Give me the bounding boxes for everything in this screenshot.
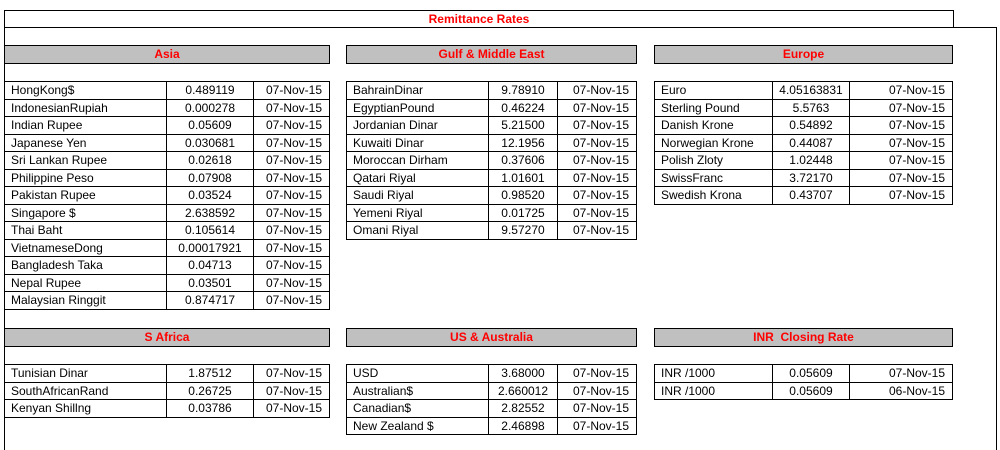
date-cell: 07-Nov-15 <box>558 117 637 135</box>
rate-cell: 0.874717 <box>167 292 254 310</box>
rates-table-inr-closing-rate <box>654 364 953 400</box>
currency-cell: Singapore $ <box>5 205 167 223</box>
currency-cell: Kenyan Shillng <box>5 400 167 418</box>
rate-cell: 0.00017921 <box>167 240 254 258</box>
rate-cell: 0.01725 <box>489 205 558 223</box>
table-row <box>655 383 953 401</box>
currency-cell: Jordanian Dinar <box>347 117 489 135</box>
table-row <box>5 365 330 383</box>
date-cell: 07-Nov-15 <box>850 82 953 100</box>
rate-cell: 3.72170 <box>773 170 850 188</box>
rate-cell: 5.5763 <box>773 100 850 118</box>
currency-cell: Euro <box>655 82 773 100</box>
currency-cell: Danish Krone <box>655 117 773 135</box>
currency-cell: Indian Rupee <box>5 117 167 135</box>
table-row <box>5 257 330 275</box>
table-row <box>347 222 637 240</box>
date-cell: 07-Nov-15 <box>254 400 330 418</box>
section-header-gulf-middle-east: Gulf & Middle East <box>346 45 637 64</box>
currency-cell: SwissFranc <box>655 170 773 188</box>
rate-cell: 0.05609 <box>773 383 850 401</box>
rate-cell: 0.03524 <box>167 187 254 205</box>
date-cell: 07-Nov-15 <box>850 117 953 135</box>
currency-cell: Sri Lankan Rupee <box>5 152 167 170</box>
table-row <box>5 205 330 223</box>
date-cell: 07-Nov-15 <box>558 222 637 240</box>
rate-cell: 2.46898 <box>489 418 558 436</box>
table-row <box>347 418 637 436</box>
currency-cell: Pakistan Rupee <box>5 187 167 205</box>
table-row <box>347 400 637 418</box>
table-row <box>347 365 637 383</box>
date-cell: 07-Nov-15 <box>254 205 330 223</box>
currency-cell: INR /1000 <box>655 365 773 383</box>
table-row <box>5 400 330 418</box>
date-cell: 07-Nov-15 <box>558 365 637 383</box>
rate-cell: 0.05609 <box>167 117 254 135</box>
table-row <box>5 170 330 188</box>
currency-cell: Yemeni Riyal <box>347 205 489 223</box>
date-cell: 07-Nov-15 <box>558 187 637 205</box>
rate-cell: 0.43707 <box>773 187 850 205</box>
date-cell: 07-Nov-15 <box>254 82 330 100</box>
date-cell: 07-Nov-15 <box>558 383 637 401</box>
section-header-inr-closing-rate: INR Closing Rate <box>654 328 953 347</box>
page-title: Remittance Rates <box>4 10 954 28</box>
rates-table-asia <box>4 81 330 310</box>
section-header-s-africa: S Africa <box>4 328 330 347</box>
date-cell: 07-Nov-15 <box>254 100 330 118</box>
date-cell: 07-Nov-15 <box>254 152 330 170</box>
table-row <box>347 100 637 118</box>
table-row <box>655 365 953 383</box>
rate-cell: 0.105614 <box>167 222 254 240</box>
rate-cell: 0.07908 <box>167 170 254 188</box>
table-row <box>655 135 953 153</box>
date-cell: 07-Nov-15 <box>254 187 330 205</box>
currency-cell: INR /1000 <box>655 383 773 401</box>
date-cell: 07-Nov-15 <box>254 275 330 293</box>
date-cell: 07-Nov-15 <box>558 100 637 118</box>
currency-cell: Norwegian Krone <box>655 135 773 153</box>
table-row <box>347 82 637 100</box>
currency-cell: IndonesianRupiah <box>5 100 167 118</box>
currency-cell: EgyptianPound <box>347 100 489 118</box>
date-cell: 07-Nov-15 <box>254 257 330 275</box>
rate-cell: 0.26725 <box>167 383 254 401</box>
date-cell: 07-Nov-15 <box>850 100 953 118</box>
table-row <box>347 170 637 188</box>
table-row <box>5 117 330 135</box>
section-header-europe: Europe <box>654 45 953 64</box>
rate-cell: 1.87512 <box>167 365 254 383</box>
rate-cell: 0.44087 <box>773 135 850 153</box>
table-row <box>655 117 953 135</box>
rate-cell: 0.030681 <box>167 135 254 153</box>
table-row <box>5 187 330 205</box>
date-cell: 07-Nov-15 <box>850 187 953 205</box>
currency-cell: Swedish Krona <box>655 187 773 205</box>
date-cell: 07-Nov-15 <box>558 152 637 170</box>
date-cell: 07-Nov-15 <box>558 82 637 100</box>
currency-cell: BahrainDinar <box>347 82 489 100</box>
date-cell: 07-Nov-15 <box>558 418 637 436</box>
currency-cell: VietnameseDong <box>5 240 167 258</box>
rate-cell: 0.98520 <box>489 187 558 205</box>
date-cell: 07-Nov-15 <box>558 205 637 223</box>
rate-cell: 0.54892 <box>773 117 850 135</box>
table-row <box>655 100 953 118</box>
table-row <box>655 82 953 100</box>
date-cell: 06-Nov-15 <box>850 383 953 401</box>
date-cell: 07-Nov-15 <box>254 240 330 258</box>
date-cell: 07-Nov-15 <box>558 170 637 188</box>
table-row <box>5 152 330 170</box>
date-cell: 07-Nov-15 <box>850 135 953 153</box>
rate-cell: 0.03786 <box>167 400 254 418</box>
date-cell: 07-Nov-15 <box>254 135 330 153</box>
date-cell: 07-Nov-15 <box>254 222 330 240</box>
rate-cell: 0.03501 <box>167 275 254 293</box>
section-header-us-australia: US & Australia <box>346 328 637 347</box>
table-row <box>5 222 330 240</box>
table-row <box>5 292 330 310</box>
currency-cell: Australian$ <box>347 383 489 401</box>
currency-cell: Omani Riyal <box>347 222 489 240</box>
currency-cell: Polish Zloty <box>655 152 773 170</box>
currency-cell: USD <box>347 365 489 383</box>
currency-cell: Thai Baht <box>5 222 167 240</box>
rate-cell: 0.489119 <box>167 82 254 100</box>
table-row <box>347 383 637 401</box>
table-row <box>655 187 953 205</box>
table-row <box>5 383 330 401</box>
date-cell: 07-Nov-15 <box>850 170 953 188</box>
currency-cell: Saudi Riyal <box>347 187 489 205</box>
rate-cell: 0.000278 <box>167 100 254 118</box>
section-header-asia: Asia <box>4 45 330 64</box>
currency-cell: Tunisian Dinar <box>5 365 167 383</box>
rate-cell: 1.01601 <box>489 170 558 188</box>
rates-table-gulf-middle-east <box>346 81 637 240</box>
rate-cell: 9.57270 <box>489 222 558 240</box>
table-row <box>5 240 330 258</box>
currency-cell: Japanese Yen <box>5 135 167 153</box>
rate-cell: 5.21500 <box>489 117 558 135</box>
rate-cell: 2.638592 <box>167 205 254 223</box>
table-row <box>5 100 330 118</box>
date-cell: 07-Nov-15 <box>254 170 330 188</box>
date-cell: 07-Nov-15 <box>254 383 330 401</box>
rates-table-s-africa <box>4 364 330 418</box>
rate-cell: 3.68000 <box>489 365 558 383</box>
currency-cell: Malaysian Ringgit <box>5 292 167 310</box>
table-row <box>347 205 637 223</box>
rates-table-europe <box>654 81 953 205</box>
table-row <box>655 152 953 170</box>
rate-cell: 0.46224 <box>489 100 558 118</box>
table-row <box>347 135 637 153</box>
currency-cell: Sterling Pound <box>655 100 773 118</box>
table-row <box>655 170 953 188</box>
date-cell: 07-Nov-15 <box>254 292 330 310</box>
table-row <box>347 117 637 135</box>
rate-cell: 0.37606 <box>489 152 558 170</box>
currency-cell: Qatari Riyal <box>347 170 489 188</box>
currency-cell: Canadian$ <box>347 400 489 418</box>
currency-cell: Philippine Peso <box>5 170 167 188</box>
rate-cell: 0.04713 <box>167 257 254 275</box>
table-row <box>347 152 637 170</box>
date-cell: 07-Nov-15 <box>254 365 330 383</box>
rates-table-us-australia <box>346 364 637 435</box>
rate-cell: 9.78910 <box>489 82 558 100</box>
rate-cell: 4.05163831 <box>773 82 850 100</box>
currency-cell: Kuwaiti Dinar <box>347 135 489 153</box>
currency-cell: Bangladesh Taka <box>5 257 167 275</box>
rate-cell: 12.1956 <box>489 135 558 153</box>
table-row <box>5 82 330 100</box>
currency-cell: SouthAfricanRand <box>5 383 167 401</box>
table-row <box>5 135 330 153</box>
date-cell: 07-Nov-15 <box>850 152 953 170</box>
table-row <box>347 187 637 205</box>
table-row <box>5 275 330 293</box>
currency-cell: HongKong$ <box>5 82 167 100</box>
date-cell: 07-Nov-15 <box>254 117 330 135</box>
rate-cell: 0.02618 <box>167 152 254 170</box>
currency-cell: Moroccan Dirham <box>347 152 489 170</box>
date-cell: 07-Nov-15 <box>558 135 637 153</box>
rate-cell: 1.02448 <box>773 152 850 170</box>
rate-cell: 2.82552 <box>489 400 558 418</box>
rate-cell: 0.05609 <box>773 365 850 383</box>
currency-cell: Nepal Rupee <box>5 275 167 293</box>
date-cell: 07-Nov-15 <box>850 365 953 383</box>
currency-cell: New Zealand $ <box>347 418 489 436</box>
rate-cell: 2.660012 <box>489 383 558 401</box>
date-cell: 07-Nov-15 <box>558 400 637 418</box>
